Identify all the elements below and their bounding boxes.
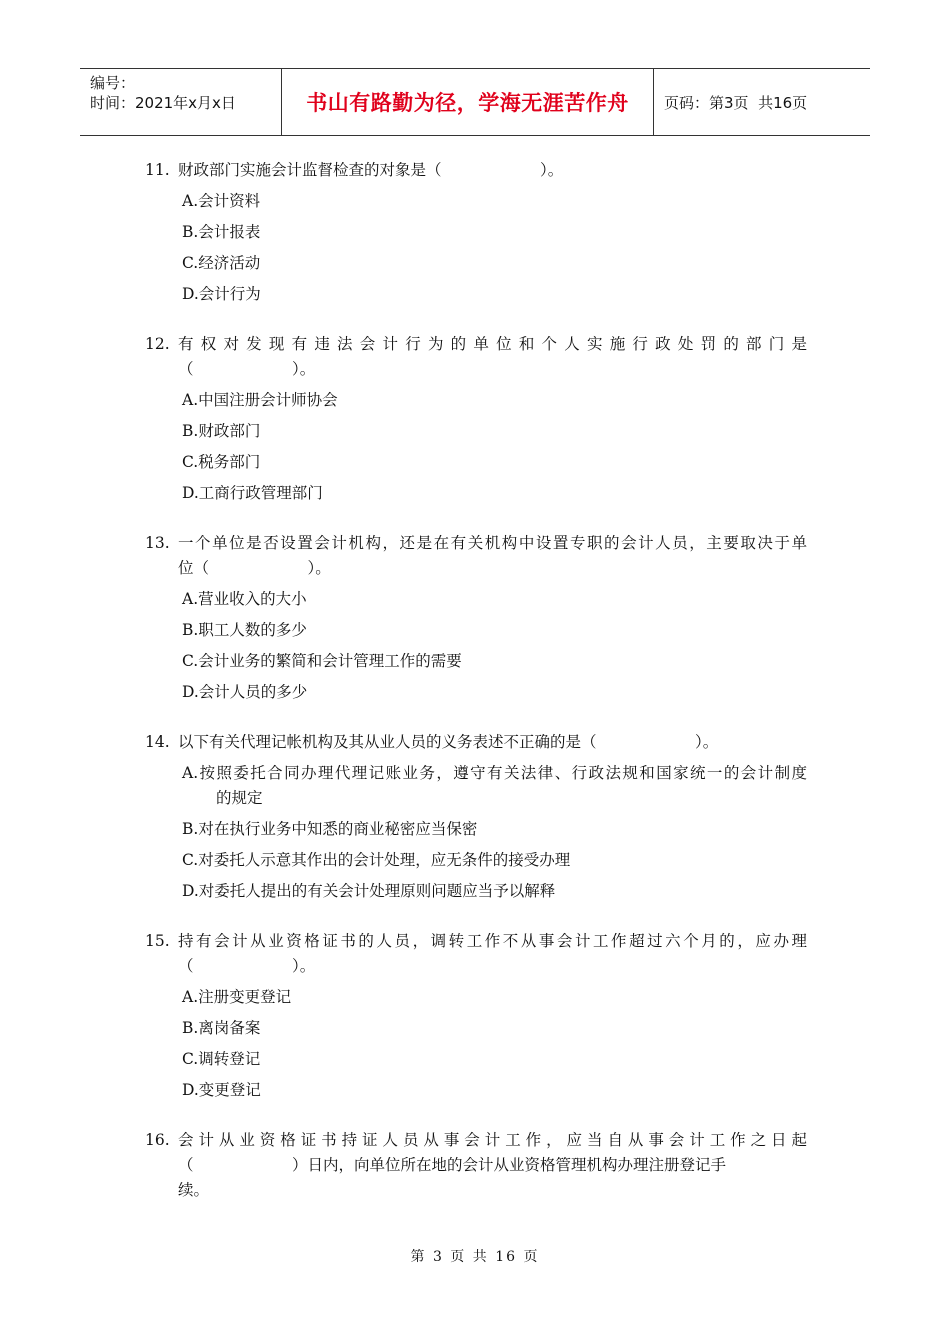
option-a: A.会计资料 xyxy=(182,192,261,210)
question-number: 12. xyxy=(145,335,170,353)
page-header xyxy=(80,68,870,136)
option-d: D.变更登记 xyxy=(182,1081,261,1099)
question-text: 会计从业资格证书持证人员从事会计工作，应当自从事会计工作之日起 xyxy=(178,1131,807,1149)
code-label: 编号： xyxy=(90,74,136,92)
question-text-cont: （ ）。 xyxy=(178,360,316,378)
header-motto: 书山有路勤为径，学海无涯苦作舟 xyxy=(282,69,654,135)
option-d: D.会计行为 xyxy=(182,285,261,303)
option-c: C.会计业务的繁简和会计管理工作的需要 xyxy=(182,652,462,670)
question-11 xyxy=(145,158,807,183)
question-text-cont2: 续。 xyxy=(178,1181,210,1199)
question-number: 13. xyxy=(145,534,170,552)
option-b: B.财政部门 xyxy=(182,422,261,440)
option-a: A.中国注册会计师协会 xyxy=(182,391,338,409)
question-text: 财政部门实施会计监督检查的对象是（ ）。 xyxy=(178,161,564,179)
question-number: 16. xyxy=(145,1131,170,1149)
option-b: B.离岗备案 xyxy=(182,1019,261,1037)
question-text-cont: 位（ ）。 xyxy=(178,559,331,577)
question-number: 14. xyxy=(145,733,170,751)
page-footer: 第 3 页 共 16 页 xyxy=(410,1249,540,1265)
header-page-info xyxy=(654,69,870,135)
header-meta xyxy=(80,69,282,135)
option-c: C.经济活动 xyxy=(182,254,261,272)
option-b: B.职工人数的多少 xyxy=(182,621,307,639)
question-15 xyxy=(145,929,807,979)
option-a: A.营业收入的大小 xyxy=(182,590,307,608)
option-a-text-cont: 的规定 xyxy=(216,789,263,807)
option-c: C.税务部门 xyxy=(182,453,261,471)
question-number: 11. xyxy=(145,161,170,179)
question-text-cont: （ ）。 xyxy=(178,957,316,975)
option-a: A.注册变更登记 xyxy=(182,988,292,1006)
question-number: 15. xyxy=(145,932,170,950)
question-13 xyxy=(145,531,807,581)
question-text: 以下有关代理记帐机构及其从业人员的义务表述不正确的是（ ）。 xyxy=(178,733,719,751)
option-c: C.对委托人示意其作出的会计处理，应无条件的接受办理 xyxy=(182,851,571,869)
option-a xyxy=(182,761,807,811)
option-b: B.对在执行业务中知悉的商业秘密应当保密 xyxy=(182,820,478,838)
question-14 xyxy=(145,730,807,755)
option-b: B.会计报表 xyxy=(182,223,261,241)
time-label: 时间：2021年x月x日 xyxy=(90,94,236,112)
option-c: C.调转登记 xyxy=(182,1050,261,1068)
option-d: D.工商行政管理部门 xyxy=(182,484,323,502)
page-info-text: 页码：第3页 共16页 xyxy=(664,93,808,112)
option-d: D.会计人员的多少 xyxy=(182,683,308,701)
question-text: 持有会计从业资格证书的人员，调转工作不从事会计工作超过六个月的，应办理 xyxy=(178,932,807,950)
option-a-text: A.按照委托合同办理代理记账业务，遵守有关法律、行政法规和国家统一的会计制度 xyxy=(182,764,807,782)
question-16 xyxy=(145,1128,807,1203)
option-d: D.对委托人提出的有关会计处理原则问题应当予以解释 xyxy=(182,882,556,900)
question-text-cont: （ ）日内，向单位所在地的会计从业资格管理机构办理注册登记手 xyxy=(178,1156,727,1174)
question-text: 有权对发现有违法会计行为的单位和个人实施行政处罚的部门是 xyxy=(178,335,807,353)
question-12 xyxy=(145,332,807,382)
question-text: 一个单位是否设置会计机构，还是在有关机构中设置专职的会计人员，主要取决于单 xyxy=(178,534,807,552)
